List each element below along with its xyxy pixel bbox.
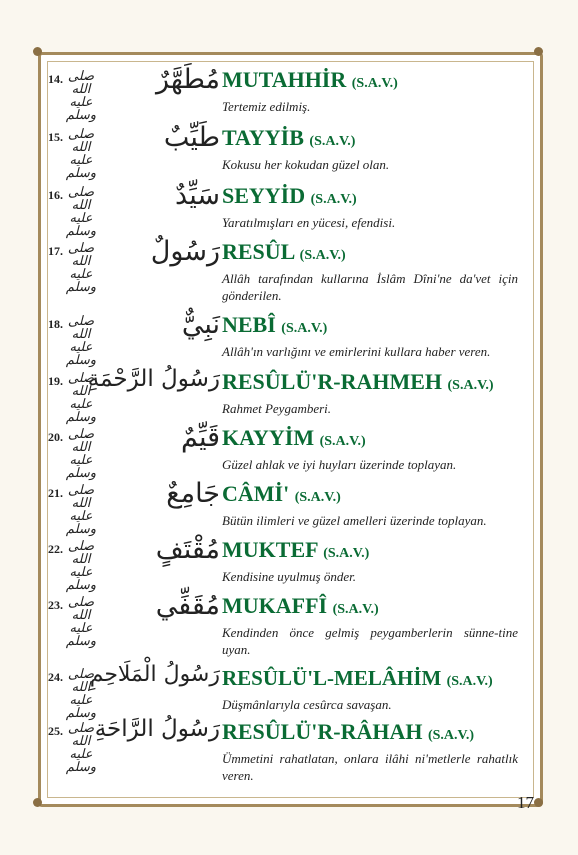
saw-label: (S.A.V.)	[427, 728, 474, 743]
saw-label: (S.A.V.)	[299, 248, 346, 263]
entry-number: 14.	[48, 72, 63, 86]
sallallahu-seal: صلى الله عليه وسلم	[65, 185, 97, 239]
name-description: Yaratılmışları en yücesi, efendisi.	[222, 215, 396, 230]
name-description: Allâh'ın varlığını ve emirlerini kullara haber veren.	[222, 344, 491, 359]
arabic-name: مُقَفِّي	[155, 590, 220, 621]
name-heading	[222, 666, 518, 694]
list-item	[48, 236, 518, 312]
sallallahu-seal: صلى الله عليه وسلم	[65, 127, 97, 181]
name-title: RESÛLÜ'R-RAHMEH	[222, 369, 443, 394]
name-description: Kokusu her kokudan güzel olan.	[222, 157, 390, 172]
saw-label: (S.A.V.)	[294, 490, 341, 505]
name-description: Rahmet Peygamberi.	[222, 401, 332, 416]
page-number: 17	[517, 793, 534, 812]
arabic-name: جَامِعٌ	[166, 478, 220, 509]
entry-number: 18.	[48, 317, 63, 331]
entry-number: 22.	[48, 542, 63, 556]
saw-label: (S.A.V.)	[446, 674, 493, 689]
name-description: Kendinden önce gelmiş peygamberlerin sünne-tine uyan.	[222, 625, 518, 657]
corner-ornament	[33, 798, 42, 807]
arabic-name: قَيِّمٌ	[180, 422, 220, 453]
entry-number: 15.	[48, 130, 63, 144]
name-title: TAYYİB	[222, 125, 304, 150]
name-title: MUKTEF	[222, 537, 318, 562]
list-item	[48, 590, 518, 666]
name-heading	[222, 370, 518, 398]
entry-number: 25.	[48, 724, 63, 738]
saw-label: (S.A.V.)	[309, 134, 356, 149]
name-title: CÂMİ'	[222, 481, 290, 506]
arabic-name: رَسُولُ الْمَلَاحِمِ	[89, 662, 220, 687]
saw-label: (S.A.V.)	[351, 76, 398, 91]
corner-ornament	[33, 47, 42, 56]
name-title: RESÛL	[222, 239, 295, 264]
sallallahu-seal: صلى الله عليه وسلم	[65, 241, 97, 295]
name-title: MUKAFFÎ	[222, 593, 328, 618]
name-title: NEBÎ	[222, 312, 276, 337]
list-item	[48, 180, 518, 240]
arabic-name: مُطَهَّرٌ	[156, 64, 220, 95]
arabic-name: سَيِّدٌ	[175, 180, 220, 211]
sallallahu-seal: صلى الله عليه وسلم	[65, 427, 97, 481]
sallallahu-seal: صلى الله عليه وسلم	[65, 69, 97, 123]
arabic-name: مُقْتَفٍ	[155, 534, 220, 565]
entry-number: 24.	[48, 670, 63, 684]
sallallahu-seal: صلى الله عليه وسلم	[65, 595, 97, 649]
name-description: Tertemiz edilmiş.	[222, 99, 311, 114]
sallallahu-seal: صلى الله عليه وسلم	[65, 721, 97, 775]
entry-number: 16.	[48, 188, 63, 202]
entry-number: 23.	[48, 598, 63, 612]
saw-label: (S.A.V.)	[447, 378, 494, 393]
arabic-name: رَسُولُ الرَّحْمَةِ	[87, 366, 220, 392]
name-description: Güzel ahlak ve iyi huyları üzerinde toplayan.	[222, 457, 457, 472]
entry-number: 20.	[48, 430, 63, 444]
name-heading	[222, 313, 518, 341]
saw-label: (S.A.V.)	[332, 602, 379, 617]
list-item	[48, 478, 518, 538]
name-description: Ümmetini rahatlatan, onlara ilâhi ni'metlerle rahatlık veren.	[222, 751, 518, 783]
name-heading	[222, 184, 518, 212]
saw-label: (S.A.V.)	[319, 434, 366, 449]
name-heading	[222, 594, 518, 622]
name-heading	[222, 426, 518, 454]
name-title: KAYYİM	[222, 425, 315, 450]
list-item	[48, 122, 518, 182]
sallallahu-seal: صلى الله عليه وسلم	[65, 483, 97, 537]
entry-number: 19.	[48, 374, 63, 388]
list-item	[48, 366, 518, 426]
corner-ornament	[534, 47, 543, 56]
name-title: MUTAHHİR	[222, 67, 347, 92]
name-heading	[222, 68, 518, 96]
sallallahu-seal: صلى الله عليه وسلم	[65, 539, 97, 593]
list-item	[48, 662, 518, 722]
arabic-name: نَبِيٌّ	[181, 309, 220, 340]
saw-label: (S.A.V.)	[323, 546, 370, 561]
name-description: Kendisine uyulmuş önder.	[222, 569, 356, 584]
list-item	[48, 64, 518, 124]
arabic-name: طَيِّبٌ	[163, 122, 220, 153]
name-title: RESÛLÜ'R-RÂHAH	[222, 719, 423, 744]
entry-number: 21.	[48, 486, 63, 500]
name-title: SEYYİD	[222, 183, 306, 208]
list-item	[48, 716, 518, 792]
saw-label: (S.A.V.)	[310, 192, 357, 207]
name-title: RESÛLÜ'L-MELÂHİM	[222, 666, 442, 690]
sallallahu-seal: صلى الله عليه وسلم	[65, 667, 97, 721]
name-heading	[222, 538, 518, 566]
saw-label: (S.A.V.)	[281, 321, 328, 336]
list-item	[48, 309, 518, 369]
name-heading	[222, 720, 518, 748]
list-item	[48, 422, 518, 482]
corner-ornament	[534, 798, 543, 807]
name-description: Bütün ilimleri ve güzel amelleri üzerinde toplayan.	[222, 513, 487, 528]
arabic-name: رَسُولُ الرَّاحَةِ	[94, 716, 220, 742]
sallallahu-seal: صلى الله عليه وسلم	[65, 314, 97, 368]
name-heading	[222, 126, 518, 154]
list-item	[48, 534, 518, 594]
name-heading	[222, 240, 518, 268]
arabic-name: رَسُولٌ	[150, 236, 220, 267]
name-description: Allâh tarafından kullarına İslâm Dîni'ne da'vet için gönderilen.	[222, 271, 518, 303]
name-description: Düşmânlarıyla cesûrca savaşan.	[222, 697, 392, 712]
sallallahu-seal: صلى الله عليه وسلم	[65, 371, 97, 425]
entry-number: 17.	[48, 244, 63, 258]
name-heading	[222, 482, 518, 510]
